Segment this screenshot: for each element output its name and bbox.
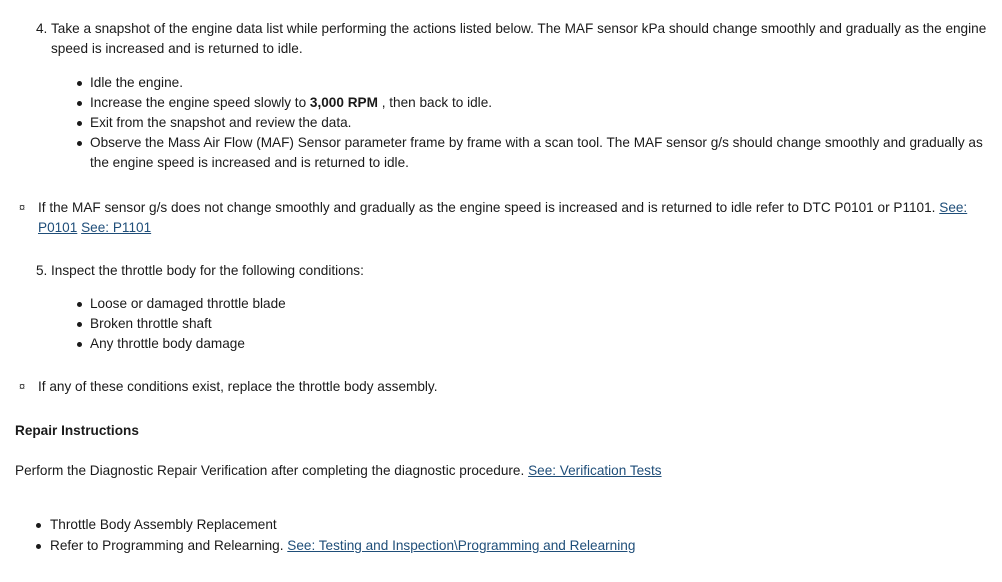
note-text: If the MAF sensor g/s does not change smoothly and gradually as the engine speed is increased and is returned to idle refer to DTC P0101 or P1101.	[38, 200, 940, 215]
list-item-text: Increase the engine speed slowly to	[90, 95, 310, 110]
list-item: Broken throttle shaft	[90, 316, 212, 331]
see-p1101-link[interactable]: See: P1101	[81, 220, 152, 235]
repair-heading: Repair Instructions	[15, 423, 139, 438]
repair-paragraph	[15, 461, 662, 481]
bullet-dot	[77, 121, 82, 126]
list-item: Throttle Body Assembly Replacement	[50, 517, 277, 532]
list-item-line2: the engine speed is increased and is returned to idle.	[90, 155, 409, 170]
step-4-text-line1: Take a snapshot of the engine data list while performing the actions listed below. The MAF sensor kPa should change smoothly and gradually as the engine	[51, 21, 987, 36]
step-5-number: 5.	[36, 263, 48, 278]
note-1-links-line2	[38, 218, 151, 238]
list-item	[90, 93, 492, 113]
see-verification-tests-link[interactable]: See: Verification Tests	[528, 463, 662, 478]
list-item: Idle the engine.	[90, 75, 183, 90]
bullet-dot	[77, 101, 82, 106]
bullet-dot	[77, 141, 82, 146]
list-item-line1: Observe the Mass Air Flow (MAF) Sensor parameter frame by frame with a scan tool. The MAF sensor g/s should change smoothly and gradually as	[90, 135, 983, 150]
list-item	[50, 536, 635, 556]
see-programming-relearning-link[interactable]: See: Testing and Inspection\Programming and Relearning	[287, 538, 636, 553]
list-item: Any throttle body damage	[90, 336, 245, 351]
step-4-number: 4.	[36, 21, 48, 36]
bullet-dot	[36, 544, 41, 549]
see-p0101-link[interactable]: See:	[939, 200, 968, 215]
step-5-text: Inspect the throttle body for the following conditions:	[51, 263, 364, 278]
repair-text: Perform the Diagnostic Repair Verification after completing the diagnostic procedure.	[15, 463, 529, 478]
list-item: Exit from the snapshot and review the data.	[90, 115, 352, 130]
bullet-dot	[77, 302, 82, 307]
list-item-text: , then back to idle.	[377, 95, 493, 110]
list-item: Loose or damaged throttle blade	[90, 296, 286, 311]
bullet-dot	[77, 342, 82, 347]
see-p0101-link-cont[interactable]: P0101	[38, 220, 78, 235]
bullet-dot	[77, 81, 82, 86]
note-1-text	[38, 198, 967, 218]
step-4-text-line2: speed is increased and is returned to idle.	[51, 41, 303, 56]
list-item-text: Refer to Programming and Relearning.	[50, 538, 288, 553]
note-symbol: ¤	[19, 202, 26, 214]
rpm-value: 3,000 RPM	[309, 95, 378, 110]
bullet-dot	[77, 322, 82, 327]
bullet-dot	[36, 523, 41, 528]
note-2-text: If any of these conditions exist, replace the throttle body assembly.	[38, 379, 438, 394]
note-symbol: ¤	[19, 381, 26, 393]
